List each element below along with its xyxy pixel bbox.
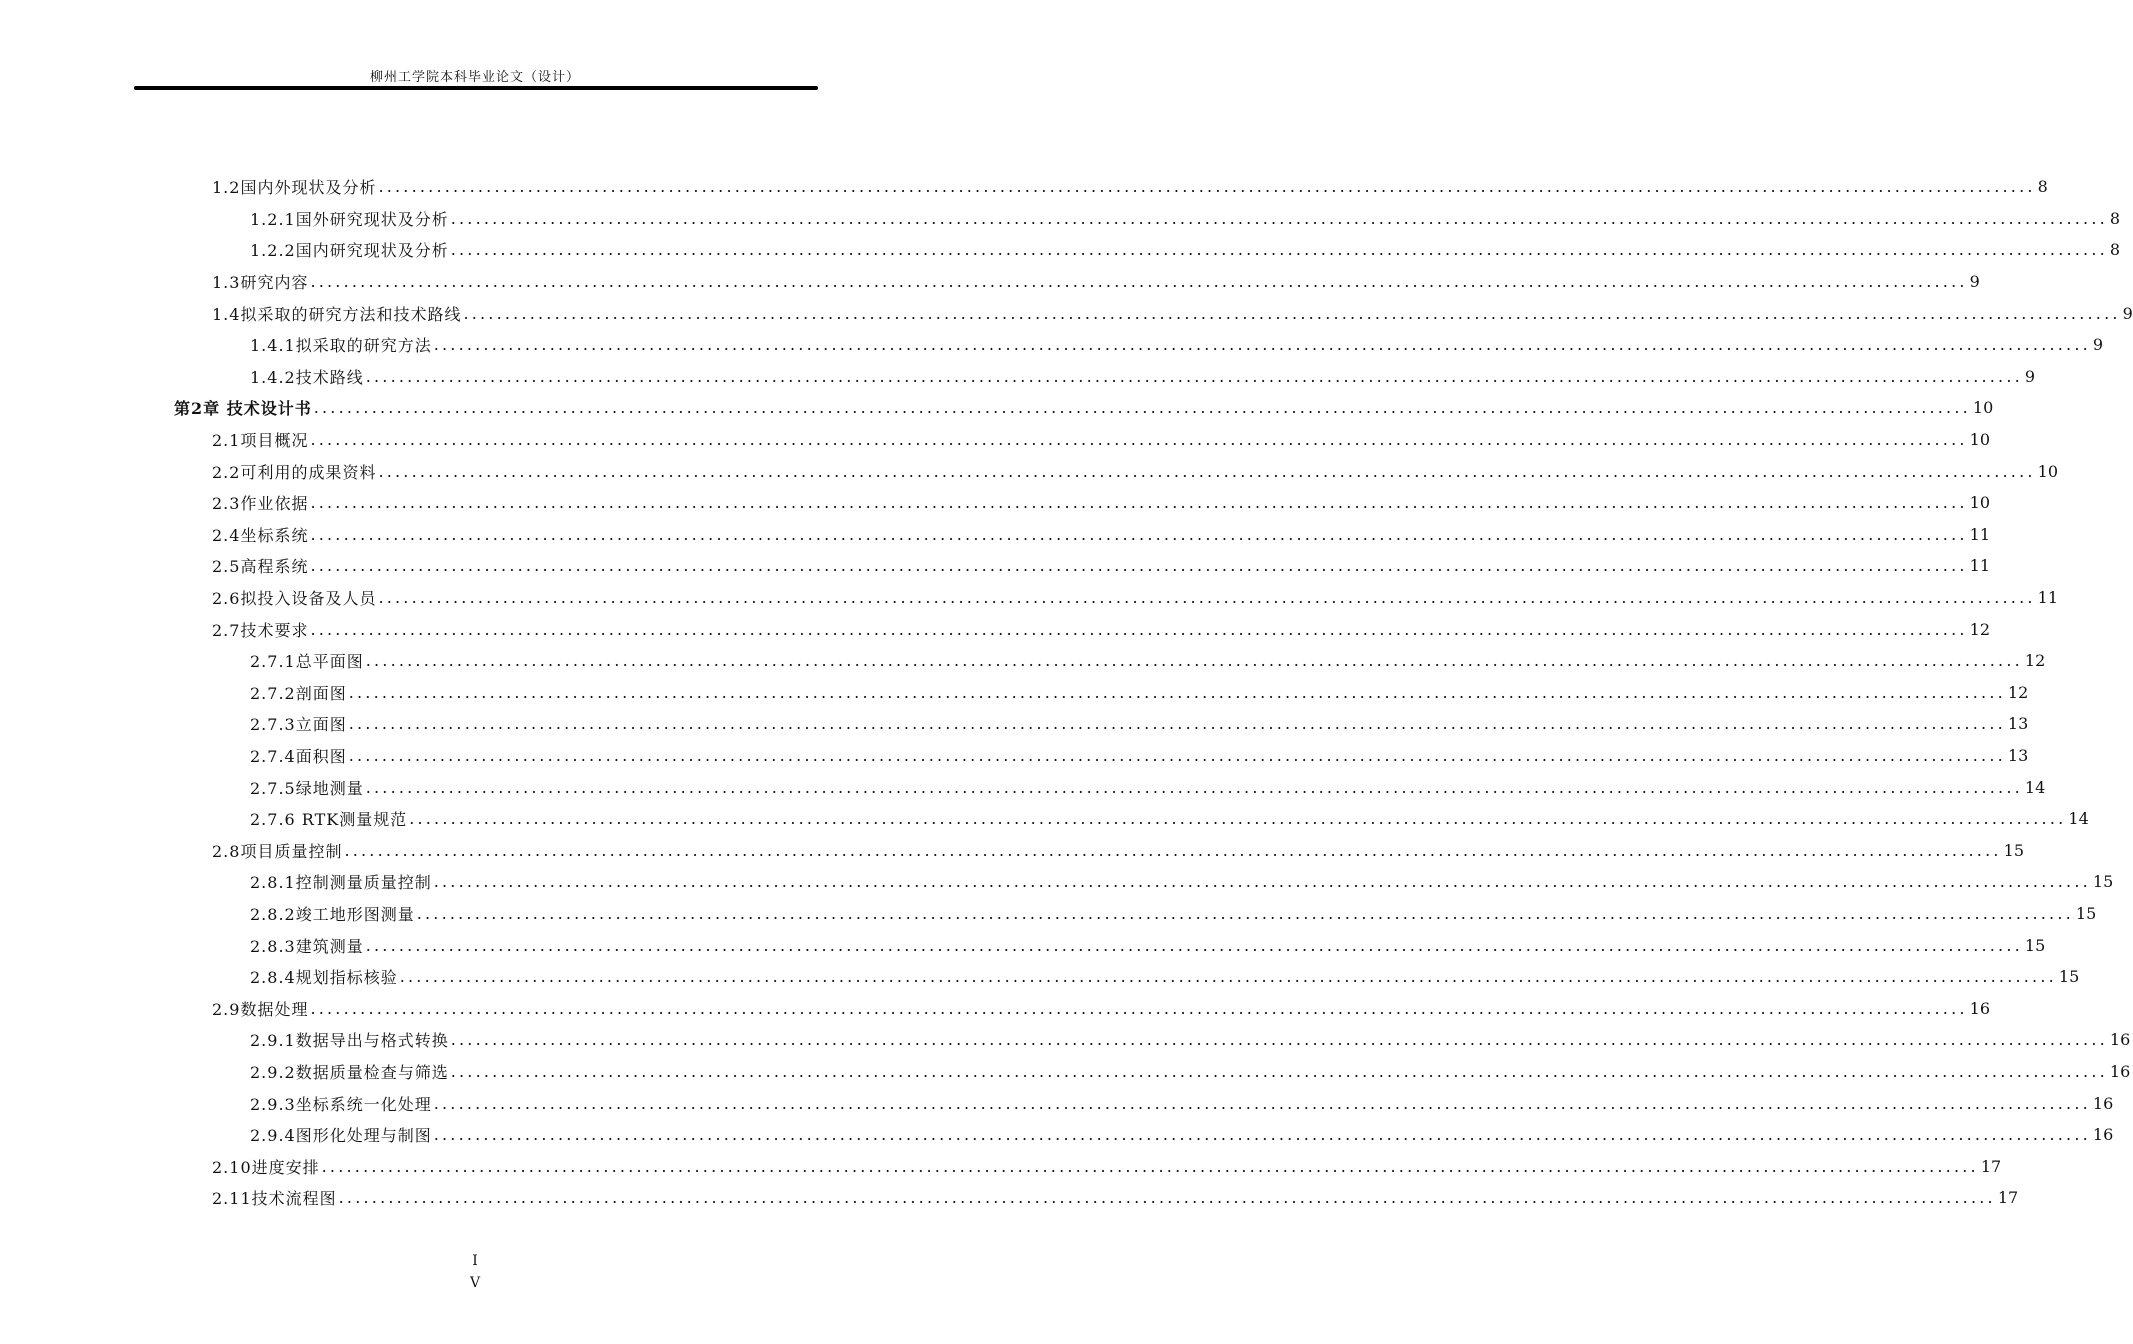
toc-entry-page: 16 [1969,998,1990,1018]
toc-leader-dots: ........................................................................................................................................................................................................ [310,619,1968,639]
toc-leader-dots: ........................................................................................................................................................................................................ [433,335,2091,355]
toc-entry[interactable] [0,1182,2019,1214]
toc-entry-label: 2.10进度安排 [212,1157,320,1177]
toc-entry-page: 8 [2109,208,2121,228]
toc-entry-label: 2.2可利用的成果资料 [212,462,377,482]
toc-entry-page: 17 [1997,1188,2019,1208]
toc-entry-label: 2.7.3立面图 [250,715,347,735]
toc-leader-dots: ........................................................................................................................................................................................................ [310,493,1968,513]
toc-entry[interactable] [0,234,2121,266]
toc-entry-page: 10 [1972,398,1994,418]
toc-entry-label: 2.1项目概况 [212,431,309,451]
toc-entry-label: 1.2.2国内研究现状及分析 [250,241,449,261]
toc-leader-dots: ........................................................................................................................................................................................................ [321,1156,1979,1176]
toc-entry-label: 2.5高程系统 [212,557,309,577]
toc-entry-label: 2.8.3建筑测量 [250,936,364,956]
toc-entry-label: 2.8.1控制测量质量控制 [250,873,432,893]
toc-entry-page: 9 [2024,366,2036,386]
toc-entry-label: 2.9.2数据质量检查与筛选 [250,1062,449,1082]
toc-entry-page: 9 [2092,335,2104,355]
toc-leader-dots: ........................................................................................................................................................................................................ [450,208,2108,228]
toc-leader-dots: ........................................................................................................................................................................................................ [348,714,2006,734]
toc-entry-page: 8 [2037,177,2048,197]
toc-entry[interactable] [0,455,2058,487]
toc-entry[interactable] [0,1056,2131,1088]
toc-entry[interactable] [0,392,1994,424]
toc-entry-page: 14 [2068,809,2089,829]
toc-entry[interactable] [0,866,2114,898]
toc-entry-page: 16 [2109,1061,2131,1081]
toc-entry-page: 16 [2092,1093,2114,1113]
header-rule [134,86,818,90]
toc-entry-label: 2.4坐标系统 [212,525,309,545]
toc-entry[interactable] [0,708,2029,740]
toc-entry-label: 第2章 技术设计书 [174,399,312,419]
toc-leader-dots: ........................................................................................................................................................................................................ [450,1061,2108,1081]
toc-entry[interactable] [0,1119,2114,1151]
toc-entry[interactable] [0,992,1990,1024]
toc-leader-dots: ........................................................................................................................................................................................................ [365,651,2023,671]
toc-leader-dots: ........................................................................................................................................................................................................ [399,967,2057,987]
table-of-contents [0,171,2133,1214]
toc-leader-dots: ........................................................................................................................................................................................................ [378,588,2036,608]
toc-entry-page: 12 [1969,619,1990,639]
toc-entry-page: 10 [2037,461,2058,481]
toc-entry-page: 9 [2122,303,2133,323]
toc-entry-page: 13 [2007,714,2029,734]
toc-entry-label: 2.8项目质量控制 [212,841,343,861]
toc-leader-dots: ........................................................................................................................................................................................................ [450,1030,2108,1050]
toc-entry[interactable] [0,203,2121,235]
toc-entry[interactable] [0,613,1990,645]
toc-entry-page: 13 [2007,745,2029,765]
toc-entry-page: 12 [2024,651,2046,671]
toc-entry[interactable] [0,898,2097,930]
toc-entry-label: 2.3作业依据 [212,494,309,514]
toc-entry[interactable] [0,266,1980,298]
toc-entry[interactable] [0,834,2024,866]
toc-leader-dots: ........................................................................................................................................................................................................ [310,430,1968,450]
toc-leader-dots: ........................................................................................................................................................................................................ [416,903,2074,923]
toc-leader-dots: ........................................................................................................................................................................................................ [433,1093,2091,1113]
toc-entry[interactable] [0,297,2133,329]
toc-entry[interactable] [0,582,2058,614]
toc-leader-dots: ........................................................................................................................................................................................................ [409,809,2067,829]
toc-leader-dots: ........................................................................................................................................................................................................ [348,745,2006,765]
toc-leader-dots: ........................................................................................................................................................................................................ [310,524,1968,544]
toc-entry-label: 2.9.1数据导出与格式转换 [250,1031,449,1051]
toc-entry-page: 16 [2092,1125,2114,1145]
toc-entry[interactable] [0,550,1990,582]
toc-entry-page: 10 [1969,430,1990,450]
toc-entry-label: 1.4拟采取的研究方法和技术路线 [212,304,462,324]
toc-entry-label: 1.3研究内容 [212,273,309,293]
toc-entry[interactable] [0,677,2029,709]
toc-entry[interactable] [0,740,2029,772]
toc-entry[interactable] [0,519,1990,551]
toc-leader-dots: ........................................................................................................................................................................................................ [450,240,2108,260]
toc-entry[interactable] [0,329,2104,361]
toc-entry-page: 11 [2037,588,2058,608]
toc-leader-dots: ........................................................................................................................................................................................................ [365,777,2023,797]
toc-entry-label: 2.8.4规划指标核验 [250,968,398,988]
toc-entry-label: 2.7.1总平面图 [250,652,364,672]
toc-entry[interactable] [0,1150,2002,1182]
toc-leader-dots: ........................................................................................................................................................................................................ [378,461,2036,481]
toc-leader-dots: ........................................................................................................................................................................................................ [344,840,2002,860]
toc-entry[interactable] [0,361,2036,393]
toc-entry-label: 2.6拟投入设备及人员 [212,589,377,609]
footer-page-number-line-2: V [469,1275,481,1291]
toc-leader-dots: ........................................................................................................................................................................................................ [310,998,1968,1018]
toc-entry-label: 2.7.5绿地测量 [250,778,364,798]
toc-entry[interactable] [0,171,2048,203]
toc-entry-page: 17 [1980,1156,2002,1176]
toc-leader-dots: ........................................................................................................................................................................................................ [365,366,2023,386]
toc-entry-label: 2.7.6 RTK测量规范 [250,810,408,830]
toc-entry[interactable] [0,1087,2114,1119]
toc-entry-label: 2.9.4图形化处理与制图 [250,1126,432,1146]
toc-entry-label: 2.9数据处理 [212,999,309,1019]
toc-leader-dots: ........................................................................................................................................................................................................ [433,1125,2091,1145]
toc-entry-page: 15 [2024,935,2046,955]
toc-leader-dots: ........................................................................................................................................................................................................ [348,682,2006,702]
toc-entry-page: 10 [1969,493,1990,513]
toc-entry-page: 8 [2109,240,2121,260]
toc-entry-page: 14 [2024,777,2046,797]
toc-entry-page: 16 [2109,1030,2131,1050]
toc-entry-label: 1.2.1国外研究现状及分析 [250,209,449,229]
toc-entry-page: 11 [1969,524,1990,544]
toc-entry-label: 2.11技术流程图 [212,1189,337,1209]
toc-entry[interactable] [0,424,1990,456]
footer-page-number-line-1: I [472,1253,478,1269]
toc-leader-dots: ........................................................................................................................................................................................................ [365,935,2023,955]
toc-leader-dots: ........................................................................................................................................................................................................ [433,872,2091,892]
toc-entry[interactable] [0,961,2080,993]
toc-entry[interactable] [0,803,2089,835]
toc-entry[interactable] [0,1024,2131,1056]
toc-leader-dots: ........................................................................................................................................................................................................ [310,272,1968,292]
toc-entry-label: 1.4.2技术路线 [250,367,364,387]
toc-entry-label: 2.7.2剖面图 [250,683,347,703]
header-title: 柳州工学院本科毕业论文（设计） [369,70,580,85]
toc-entry-page: 15 [2058,967,2080,987]
toc-entry-label: 1.2国内外现状及分析 [212,178,377,198]
toc-entry-page: 15 [2075,903,2097,923]
toc-entry-label: 1.4.1拟采取的研究方法 [250,336,432,356]
toc-entry-page: 15 [2003,840,2024,860]
toc-leader-dots: ........................................................................................................................................................................................................ [310,556,1968,576]
toc-entry-label: 2.9.3坐标系统一化处理 [250,1094,432,1114]
toc-entry-label: 2.8.2竣工地形图测量 [250,904,415,924]
toc-entry-page: 15 [2092,872,2114,892]
toc-entry[interactable] [0,487,1990,519]
toc-leader-dots: ........................................................................................................................................................................................................ [463,303,2121,323]
toc-entry-label: 2.7.4面积图 [250,746,347,766]
toc-leader-dots: ........................................................................................................................................................................................................ [378,177,2036,197]
toc-entry[interactable] [0,645,2046,677]
toc-entry-page: 9 [1969,272,1980,292]
toc-entry[interactable] [0,771,2046,803]
toc-leader-dots: ........................................................................................................................................................................................................ [313,398,1971,418]
toc-entry-page: 11 [1969,556,1990,576]
toc-entry[interactable] [0,929,2046,961]
toc-entry-label: 2.7技术要求 [212,620,309,640]
toc-leader-dots: ........................................................................................................................................................................................................ [338,1188,1996,1208]
toc-entry-page: 12 [2007,682,2029,702]
